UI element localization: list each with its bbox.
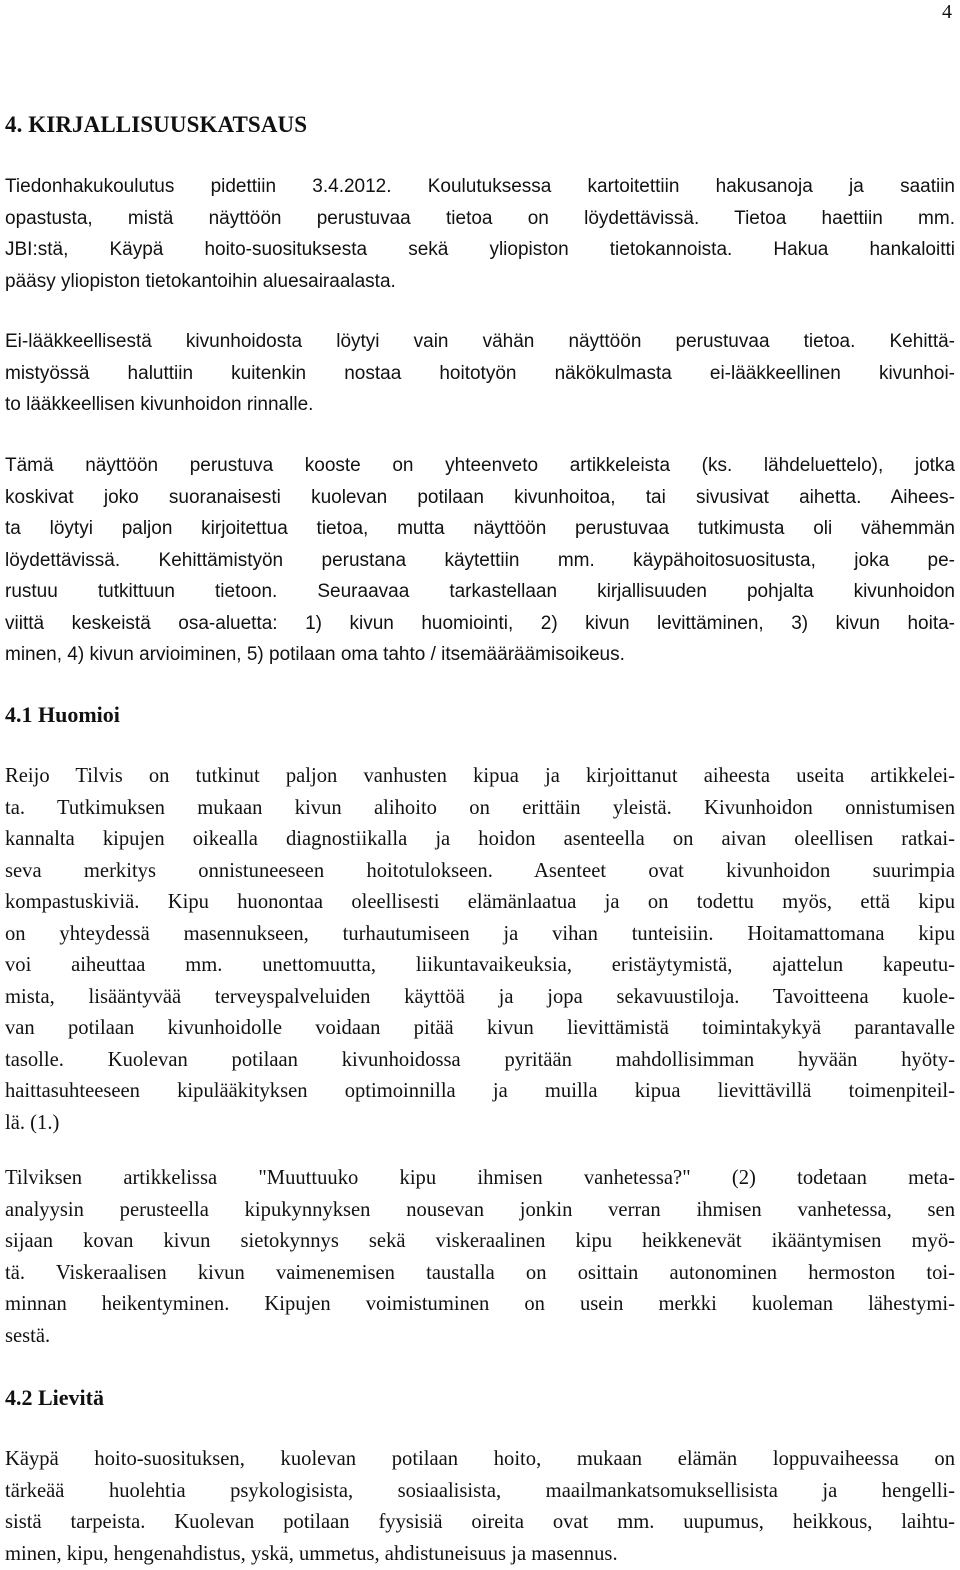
paragraph-tilvis-research [5, 761, 955, 1139]
text-line: opastusta, mistä näyttöön perustuvaa tietoa on löydettävissä. Tietoa haettiin mm. [5, 207, 955, 229]
text-line: lä. (1.) [5, 1111, 60, 1134]
text-line: Tilviksen artikkelissa "Muuttuuko kipu ihmisen vanhetessa?" (2) todetaan meta- [5, 1167, 955, 1189]
text-line: minen, 4) kivun arvioiminen, 5) potilaan oma tahto / itsemääräämisoikeus. [5, 644, 625, 665]
text-line: Tiedonhakukoulutus pidettiin 3.4.2012. Koulutuksessa kartoitettiin hakusanoja ja saatiin [5, 176, 955, 197]
text-line: viittä keskeistä osa-aluetta: 1) kivun huomiointi, 2) kivun levittäminen, 3) kivun hoita- [5, 612, 955, 634]
text-line: ta löytyi paljon kirjoitettua tietoa, mutta näyttöön perustuvaa tutkimusta oli vähemmän [5, 518, 955, 539]
text-line: to lääkkeellisen kivunhoidon rinnalle. [5, 394, 314, 415]
text-line: tasolle. Kuolevan potilaan kivunhoidossa pyritään mahdollisimman hyvään hyöty- [5, 1048, 955, 1071]
paragraph-summary [5, 450, 955, 671]
text-line: analyysin perusteella kipukynnyksen nousevan jonkin verran ihmisen vanhetessa, sen [5, 1198, 955, 1221]
text-line: Ei-lääkkeellisestä kivunhoidosta löytyi vain vähän näyttöön perustuvaa tietoa. Kehittä- [5, 331, 955, 352]
text-line: mistyössä haluttiin kuitenkin nostaa hoitotyön näkökulmasta ei-lääkkeellinen kivunhoi- [5, 362, 955, 384]
text-line: minnan heikentyminen. Kipujen voimistuminen on usein merkki kuoleman lähestymi- [5, 1293, 955, 1315]
paragraph-non-medical [5, 326, 955, 421]
section-heading: 4. KIRJALLISUUSKATSAUS [5, 112, 308, 137]
text-line: JBI:stä, Käypä hoito-suosituksesta sekä yliopiston tietokannoista. Hakua hankaloitti [5, 239, 955, 260]
text-line: tärkeää huolehtia psykologisista, sosiaalisista, maailmankatsomuksellisista ja hengelli- [5, 1479, 955, 1502]
paragraph-tilvis-article [5, 1163, 955, 1352]
text-line: Reijo Tilvis on tutkinut paljon vanhusten kipua ja kirjoittanut aiheesta useita artikkelei- [5, 765, 955, 787]
text-line: on yhteydessä masennukseen, turhautumiseen ja vihan tunteisiin. Hoitamattomana kipu [5, 922, 955, 945]
text-line: sijaan kovan kivun sietokynnys sekä viskeraalinen kipu heikkenevät ikääntymisen myö- [5, 1230, 955, 1252]
text-line: van potilaan kivunhoidolle voidaan pitää kivun lievittämistä toimintakykyä parantavalle [5, 1017, 955, 1039]
text-line: pääsy yliopiston tietokantoihin aluesairaalasta. [5, 270, 396, 292]
text-line: ta. Tutkimuksen mukaan kivun alihoito on erittäin yleistä. Kivunhoidon onnistumisen [5, 796, 955, 819]
text-line: minen, kipu, hengenahdistus, yskä, ummetus, ahdistuneisuus ja masennus. [5, 1542, 618, 1565]
text-line: rustuu tutkittuun tietoon. Seuraavaa tarkastellaan kirjallisuuden pohjalta kivunhoidon [5, 581, 955, 602]
text-line: Käypä hoito-suosituksen, kuolevan potilaan hoito, mukaan elämän loppuvaiheessa on [5, 1448, 955, 1470]
text-line: haittasuhteeseen kipulääkityksen optimoinnilla ja muilla kipua lievittävillä toimenpiteil- [5, 1080, 955, 1102]
text-line: sestä. [5, 1324, 51, 1347]
text-line: voi aiheuttaa mm. unettomuutta, liikuntavaikeuksia, eristäytymistä, ajattelun kapeutu- [5, 954, 955, 976]
text-line: seva merkitys onnistuneeseen hoitotulokseen. Asenteet ovat kivunhoidon suurimpia [5, 859, 955, 882]
text-line: kannalta kipujen oikealla diagnostiikalla ja hoidon asenteella on aivan oleellisen ratkai- [5, 828, 955, 850]
text-line: Tämä näyttöön perustuva kooste on yhteenveto artikkeleista (ks. lähdeluettelo), jotka [5, 455, 955, 476]
text-line: mista, lisääntyvää terveyspalveluiden käyttöä ja jopa sekavuustiloja. Tavoitteena kuole- [5, 985, 955, 1008]
text-line: tä. Viskeraalisen kivun vaimenemisen taustalla on osittain autonominen hermoston toi- [5, 1261, 955, 1284]
text-line: sistä tarpeista. Kuolevan potilaan fyysisiä oireita ovat mm. uupumus, heikkous, laihtu- [5, 1511, 955, 1533]
page-number: 4 [942, 1, 952, 23]
subsection-heading-lievita: 4.2 Lievitä [5, 1385, 104, 1410]
paragraph-search-training [5, 171, 955, 297]
text-line: koskivat joko suoranaisesti kuolevan potilaan kivunhoitoa, tai sivusivat aihetta. Aihees- [5, 486, 955, 508]
text-line: löydettävissä. Kehittämistyön perustana käytettiin mm. käypähoitosuositusta, joka pe- [5, 549, 955, 571]
text-line: kompastuskiviä. Kipu huonontaa oleellisesti elämänlaatua ja on todettu myös, että kipu [5, 891, 955, 913]
paragraph-kaypa-hoito [5, 1444, 955, 1570]
subsection-heading-huomioi: 4.1 Huomioi [5, 702, 120, 727]
